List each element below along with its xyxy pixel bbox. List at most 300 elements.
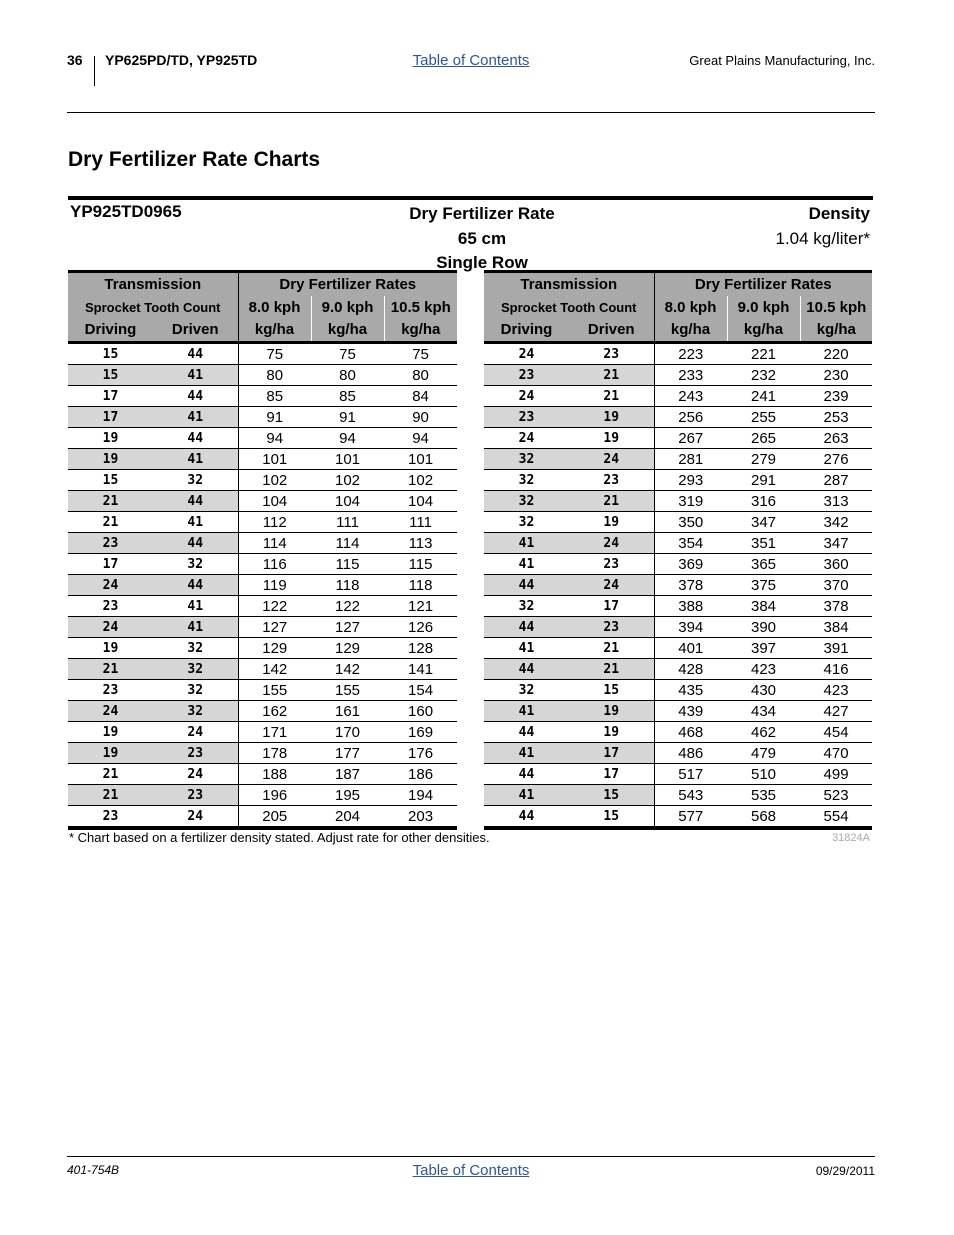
rate-9kph: 155 (311, 680, 384, 701)
driving-teeth: 15 (68, 343, 153, 365)
rate-8kph: 439 (654, 701, 727, 722)
rate-8kph: 354 (654, 533, 727, 554)
rate-8kph: 162 (238, 701, 311, 722)
rate-9kph: 195 (311, 785, 384, 806)
rate-10-5kph: 121 (384, 596, 457, 617)
rate-10-5kph: 115 (384, 554, 457, 575)
header-unit: kg/ha (384, 318, 457, 343)
driven-teeth: 24 (153, 722, 238, 743)
driving-teeth: 24 (68, 617, 153, 638)
table-row (68, 722, 457, 743)
rate-8kph: 486 (654, 743, 727, 764)
header-rule (67, 112, 875, 113)
table-row (484, 554, 872, 575)
driven-teeth: 32 (153, 701, 238, 722)
driven-teeth: 32 (153, 554, 238, 575)
driven-teeth: 17 (569, 764, 654, 785)
driven-teeth: 44 (153, 343, 238, 365)
rate-10-5kph: 128 (384, 638, 457, 659)
rate-9kph: 170 (311, 722, 384, 743)
rate-10-5kph: 169 (384, 722, 457, 743)
driving-teeth: 23 (68, 533, 153, 554)
driven-teeth: 41 (153, 449, 238, 470)
table-row (68, 512, 457, 533)
chart-title-line2: 65 cm (457, 228, 507, 248)
rate-8kph: 127 (238, 617, 311, 638)
rate-9kph: 80 (311, 365, 384, 386)
rate-9kph: 390 (727, 617, 800, 638)
rate-9kph: 365 (727, 554, 800, 575)
rate-10-5kph: 554 (800, 806, 872, 829)
table-row (484, 680, 872, 701)
table-row (484, 407, 872, 428)
rate-9kph: 187 (311, 764, 384, 785)
rate-10-5kph: 454 (800, 722, 872, 743)
rate-9kph: 104 (311, 491, 384, 512)
driving-teeth: 21 (68, 659, 153, 680)
driving-teeth: 41 (484, 743, 569, 764)
table-row (68, 491, 457, 512)
driven-teeth: 44 (153, 491, 238, 512)
driving-teeth: 24 (484, 428, 569, 449)
rate-8kph: 75 (238, 343, 311, 365)
rate-10-5kph: 90 (384, 407, 457, 428)
rate-8kph: 188 (238, 764, 311, 785)
driven-teeth: 19 (569, 701, 654, 722)
header-unit: kg/ha (311, 318, 384, 343)
rate-9kph: 430 (727, 680, 800, 701)
density-info (776, 202, 871, 251)
table-row (68, 701, 457, 722)
driven-teeth: 21 (569, 659, 654, 680)
driving-teeth: 44 (484, 764, 569, 785)
rate-9kph: 142 (311, 659, 384, 680)
doc-number: 401-754B (67, 1163, 120, 1177)
table-row (68, 554, 457, 575)
table-row (68, 659, 457, 680)
table-row (68, 743, 457, 764)
header-driving: Driving (484, 318, 569, 343)
driven-teeth: 41 (153, 407, 238, 428)
rate-9kph: 91 (311, 407, 384, 428)
density-value: 1.04 kg/liter* (775, 228, 870, 248)
table-row (68, 449, 457, 470)
driving-teeth: 21 (68, 764, 153, 785)
rate-10-5kph: 126 (384, 617, 457, 638)
table-row (484, 764, 872, 785)
chart-title-line3: Single Row (436, 253, 528, 272)
table-row (68, 806, 457, 829)
rate-table-right (484, 270, 872, 830)
driving-teeth: 32 (484, 449, 569, 470)
rate-8kph: 178 (238, 743, 311, 764)
rate-10-5kph: 523 (800, 785, 872, 806)
header-speed-10-5: 10.5 kph (800, 296, 872, 318)
rate-9kph: 122 (311, 596, 384, 617)
rate-10-5kph: 384 (800, 617, 872, 638)
rate-8kph: 577 (654, 806, 727, 829)
table-row (484, 343, 872, 365)
driven-teeth: 21 (569, 638, 654, 659)
footer-rule (67, 1156, 875, 1157)
driving-teeth: 17 (68, 386, 153, 407)
rate-10-5kph: 276 (800, 449, 872, 470)
table-row (484, 533, 872, 554)
driven-teeth: 23 (153, 785, 238, 806)
rate-9kph: 510 (727, 764, 800, 785)
driving-teeth: 23 (68, 596, 153, 617)
driven-teeth: 15 (569, 680, 654, 701)
rate-8kph: 401 (654, 638, 727, 659)
rate-10-5kph: 102 (384, 470, 457, 491)
table-row (68, 365, 457, 386)
driving-teeth: 24 (484, 386, 569, 407)
title-rule (68, 196, 873, 200)
rate-8kph: 468 (654, 722, 727, 743)
rate-9kph: 111 (311, 512, 384, 533)
driving-teeth: 32 (484, 491, 569, 512)
rate-8kph: 94 (238, 428, 311, 449)
table-row (484, 491, 872, 512)
driven-teeth: 41 (153, 365, 238, 386)
table-row (68, 470, 457, 491)
rate-8kph: 102 (238, 470, 311, 491)
chart-title-line1: Dry Fertilizer Rate (409, 204, 555, 223)
toc-link-footer[interactable]: Table of Contents (412, 1162, 530, 1179)
rate-9kph: 316 (727, 491, 800, 512)
rate-8kph: 116 (238, 554, 311, 575)
driven-teeth: 44 (153, 575, 238, 596)
table-row (484, 785, 872, 806)
rate-9kph: 384 (727, 596, 800, 617)
header-unit: kg/ha (800, 318, 872, 343)
driving-teeth: 21 (68, 491, 153, 512)
rate-9kph: 129 (311, 638, 384, 659)
table-row (484, 386, 872, 407)
rate-8kph: 543 (654, 785, 727, 806)
driven-teeth: 44 (153, 428, 238, 449)
table-row (68, 764, 457, 785)
driven-teeth: 21 (569, 491, 654, 512)
table-row (68, 428, 457, 449)
rate-8kph: 388 (654, 596, 727, 617)
rate-10-5kph: 253 (800, 407, 872, 428)
driven-teeth: 23 (569, 343, 654, 365)
driving-teeth: 41 (484, 638, 569, 659)
driving-teeth: 32 (484, 512, 569, 533)
rate-8kph: 122 (238, 596, 311, 617)
table-row (484, 512, 872, 533)
driving-teeth: 17 (68, 554, 153, 575)
rate-table-left-body (68, 343, 457, 829)
rate-9kph: 479 (727, 743, 800, 764)
rate-8kph: 435 (654, 680, 727, 701)
driving-teeth: 19 (68, 428, 153, 449)
header-speed-8: 8.0 kph (238, 296, 311, 318)
table-row (68, 343, 457, 365)
rate-10-5kph: 378 (800, 596, 872, 617)
rate-10-5kph: 176 (384, 743, 457, 764)
rate-8kph: 129 (238, 638, 311, 659)
rate-9kph: 102 (311, 470, 384, 491)
rate-8kph: 114 (238, 533, 311, 554)
rate-8kph: 281 (654, 449, 727, 470)
driving-teeth: 21 (68, 512, 153, 533)
driving-teeth: 44 (484, 659, 569, 680)
rate-9kph: 241 (727, 386, 800, 407)
driving-teeth: 15 (68, 470, 153, 491)
driven-teeth: 23 (153, 743, 238, 764)
rate-10-5kph: 160 (384, 701, 457, 722)
table-row (68, 680, 457, 701)
rate-8kph: 517 (654, 764, 727, 785)
driven-teeth: 21 (569, 365, 654, 386)
driving-teeth: 44 (484, 722, 569, 743)
driving-teeth: 41 (484, 533, 569, 554)
header-transmission: Transmission (484, 272, 654, 297)
driving-teeth: 41 (484, 701, 569, 722)
header-unit: kg/ha (654, 318, 727, 343)
header-transmission: Transmission (68, 272, 238, 297)
table-row (484, 806, 872, 829)
density-label: Density (808, 204, 870, 223)
driven-teeth: 32 (153, 659, 238, 680)
rate-8kph: 119 (238, 575, 311, 596)
driven-teeth: 44 (153, 386, 238, 407)
rate-8kph: 155 (238, 680, 311, 701)
rate-9kph: 221 (727, 343, 800, 365)
driving-teeth: 32 (484, 680, 569, 701)
driven-teeth: 44 (153, 533, 238, 554)
driven-teeth: 19 (569, 428, 654, 449)
rate-10-5kph: 360 (800, 554, 872, 575)
driven-teeth: 23 (569, 554, 654, 575)
rate-10-5kph: 104 (384, 491, 457, 512)
rate-8kph: 293 (654, 470, 727, 491)
rate-9kph: 204 (311, 806, 384, 829)
driving-teeth: 24 (68, 575, 153, 596)
rate-8kph: 80 (238, 365, 311, 386)
rate-8kph: 243 (654, 386, 727, 407)
rate-10-5kph: 111 (384, 512, 457, 533)
driven-teeth: 17 (569, 596, 654, 617)
table-row (484, 638, 872, 659)
driving-teeth: 24 (484, 343, 569, 365)
rate-9kph: 351 (727, 533, 800, 554)
driven-teeth: 19 (569, 722, 654, 743)
table-row (68, 785, 457, 806)
rate-9kph: 423 (727, 659, 800, 680)
model-title: YP625PD/TD, YP925TD (105, 52, 258, 68)
rate-10-5kph: 427 (800, 701, 872, 722)
driving-teeth: 32 (484, 596, 569, 617)
header-unit: kg/ha (238, 318, 311, 343)
driven-teeth: 23 (569, 617, 654, 638)
driven-teeth: 19 (569, 512, 654, 533)
rate-9kph: 127 (311, 617, 384, 638)
table-row (68, 533, 457, 554)
rate-10-5kph: 154 (384, 680, 457, 701)
table-row (68, 386, 457, 407)
footer-date: 09/29/2011 (815, 1164, 875, 1178)
rate-10-5kph: 347 (800, 533, 872, 554)
header-sprocket: Sprocket Tooth Count (68, 296, 238, 318)
header-unit: kg/ha (727, 318, 800, 343)
driving-teeth: 23 (484, 365, 569, 386)
rate-10-5kph: 84 (384, 386, 457, 407)
rate-10-5kph: 101 (384, 449, 457, 470)
driven-teeth: 24 (153, 764, 238, 785)
rate-9kph: 101 (311, 449, 384, 470)
rate-9kph: 115 (311, 554, 384, 575)
table-row (68, 575, 457, 596)
driving-teeth: 23 (484, 407, 569, 428)
driven-teeth: 41 (153, 512, 238, 533)
rate-8kph: 233 (654, 365, 727, 386)
header-speed-10-5: 10.5 kph (384, 296, 457, 318)
driving-teeth: 32 (484, 470, 569, 491)
rate-10-5kph: 470 (800, 743, 872, 764)
footnote: * Chart based on a fertilizer density stated. Adjust rate for other densities. (69, 830, 490, 845)
driving-teeth: 23 (68, 680, 153, 701)
table-row (484, 449, 872, 470)
rate-10-5kph: 141 (384, 659, 457, 680)
driven-teeth: 15 (569, 785, 654, 806)
header-rates: Dry Fertilizer Rates (238, 272, 457, 297)
rate-10-5kph: 194 (384, 785, 457, 806)
rate-9kph: 462 (727, 722, 800, 743)
rate-9kph: 75 (311, 343, 384, 365)
header-driven: Driven (569, 318, 654, 343)
rate-8kph: 205 (238, 806, 311, 829)
section-title: Dry Fertilizer Rate Charts (68, 148, 321, 171)
header-driving: Driving (68, 318, 153, 343)
table-row (484, 617, 872, 638)
driven-teeth: 17 (569, 743, 654, 764)
table-row (484, 701, 872, 722)
rate-9kph: 568 (727, 806, 800, 829)
table-row (484, 743, 872, 764)
header-speed-9: 9.0 kph (727, 296, 800, 318)
rate-8kph: 319 (654, 491, 727, 512)
driving-teeth: 44 (484, 575, 569, 596)
table-row (484, 575, 872, 596)
rate-10-5kph: 80 (384, 365, 457, 386)
header-rates: Dry Fertilizer Rates (654, 272, 872, 297)
driven-teeth: 24 (569, 449, 654, 470)
rate-10-5kph: 263 (800, 428, 872, 449)
table-row (484, 722, 872, 743)
rate-8kph: 394 (654, 617, 727, 638)
rate-10-5kph: 423 (800, 680, 872, 701)
chart-model-code: YP925TD0965 (70, 202, 182, 221)
rate-10-5kph: 313 (800, 491, 872, 512)
rate-8kph: 101 (238, 449, 311, 470)
rate-9kph: 85 (311, 386, 384, 407)
table-row (68, 617, 457, 638)
header-speed-9: 9.0 kph (311, 296, 384, 318)
rate-8kph: 104 (238, 491, 311, 512)
driven-teeth: 15 (569, 806, 654, 829)
rate-10-5kph: 370 (800, 575, 872, 596)
rate-9kph: 375 (727, 575, 800, 596)
table-row (484, 365, 872, 386)
rate-10-5kph: 118 (384, 575, 457, 596)
driven-teeth: 19 (569, 407, 654, 428)
rate-8kph: 350 (654, 512, 727, 533)
driven-teeth: 41 (153, 596, 238, 617)
rate-8kph: 85 (238, 386, 311, 407)
rate-8kph: 196 (238, 785, 311, 806)
header-sprocket: Sprocket Tooth Count (484, 296, 654, 318)
rate-9kph: 177 (311, 743, 384, 764)
driving-teeth: 19 (68, 638, 153, 659)
driven-teeth: 41 (153, 617, 238, 638)
figure-code: 31824A (832, 832, 870, 844)
rate-9kph: 535 (727, 785, 800, 806)
rate-9kph: 94 (311, 428, 384, 449)
page-number: 36 (67, 52, 83, 68)
rate-10-5kph: 416 (800, 659, 872, 680)
driving-teeth: 41 (484, 785, 569, 806)
rate-8kph: 171 (238, 722, 311, 743)
driven-teeth: 32 (153, 638, 238, 659)
rate-9kph: 291 (727, 470, 800, 491)
header-speed-8: 8.0 kph (654, 296, 727, 318)
rate-table-right-body (484, 343, 872, 829)
rate-10-5kph: 113 (384, 533, 457, 554)
driven-teeth: 24 (153, 806, 238, 829)
toc-link-header[interactable]: Table of Contents (412, 52, 530, 69)
rate-10-5kph: 499 (800, 764, 872, 785)
driven-teeth: 24 (569, 575, 654, 596)
rate-9kph: 265 (727, 428, 800, 449)
rate-9kph: 279 (727, 449, 800, 470)
rate-9kph: 255 (727, 407, 800, 428)
driving-teeth: 15 (68, 365, 153, 386)
rate-9kph: 114 (311, 533, 384, 554)
table-row (484, 596, 872, 617)
table-row (484, 470, 872, 491)
rate-8kph: 256 (654, 407, 727, 428)
driven-teeth: 21 (569, 386, 654, 407)
driving-teeth: 17 (68, 407, 153, 428)
rate-10-5kph: 239 (800, 386, 872, 407)
rate-9kph: 232 (727, 365, 800, 386)
rate-9kph: 347 (727, 512, 800, 533)
driven-teeth: 32 (153, 470, 238, 491)
rate-9kph: 118 (311, 575, 384, 596)
table-row (484, 659, 872, 680)
rate-10-5kph: 230 (800, 365, 872, 386)
rate-8kph: 378 (654, 575, 727, 596)
rate-8kph: 142 (238, 659, 311, 680)
driven-teeth: 32 (153, 680, 238, 701)
rate-9kph: 161 (311, 701, 384, 722)
rate-8kph: 267 (654, 428, 727, 449)
rate-10-5kph: 186 (384, 764, 457, 785)
rate-8kph: 428 (654, 659, 727, 680)
rate-10-5kph: 94 (384, 428, 457, 449)
driving-teeth: 23 (68, 806, 153, 829)
rate-table-left (68, 270, 457, 830)
rate-8kph: 91 (238, 407, 311, 428)
driving-teeth: 21 (68, 785, 153, 806)
driving-teeth: 19 (68, 722, 153, 743)
table-row (68, 596, 457, 617)
table-row (68, 638, 457, 659)
driving-teeth: 44 (484, 617, 569, 638)
